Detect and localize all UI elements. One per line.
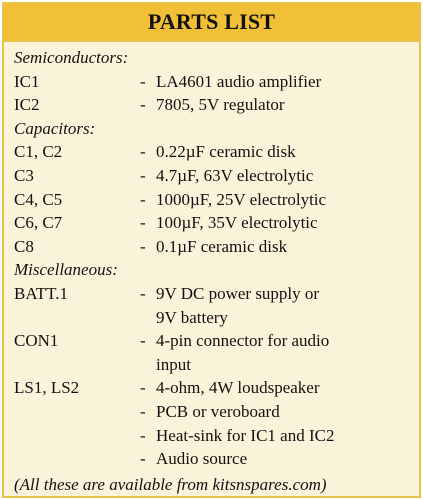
part-reference: C4, C5 [14,189,63,209]
part-row [14,282,419,306]
part-description: 4-ohm, 4W loudspeaker [156,378,320,398]
section-heading: Miscellaneous: [14,260,118,280]
bullet-dash: - [140,236,146,256]
part-reference: C3 [14,165,34,185]
part-row [14,447,419,471]
part-reference [14,353,140,377]
part-description: input [156,354,191,374]
part-description: Heat-sink for IC1 and IC2 [156,425,335,445]
part-row [14,376,419,400]
bullet-dash: - [140,165,146,185]
part-description: 4-pin connector for audio [156,331,330,351]
section-heading: Semiconductors: [14,48,129,67]
bullet-dash [140,306,156,330]
part-row [14,188,419,212]
parts-list-content [4,42,419,496]
section-heading: Capacitors: [14,118,96,138]
bullet-dash: - [140,213,146,233]
part-description: 7805, 5V regulator [156,95,285,115]
part-reference: IC2 [14,95,40,115]
part-row [14,140,419,164]
part-reference: C1, C2 [14,142,63,162]
part-description: 9V battery [156,307,228,327]
bullet-dash: - [140,283,146,303]
part-reference [14,447,140,471]
part-description: 100µF, 35V electrolytic [156,213,318,233]
part-reference: LS1, LS2 [14,378,80,398]
bullet-dash: - [140,95,146,115]
page-title: PARTS LIST [147,9,276,34]
part-reference: CON1 [14,331,59,351]
availability-note: (All these are available from kitsnspares.com) [14,474,327,494]
part-description: 0.1µF ceramic disk [156,236,288,256]
part-description: PCB or veroboard [156,401,280,421]
bullet-dash: - [140,401,146,421]
part-row [14,353,419,377]
part-reference [14,306,140,330]
part-description: 1000µF, 25V electrolytic [156,189,327,209]
part-description: 9V DC power supply or [156,283,320,303]
part-reference: IC1 [14,71,40,91]
title-bar [4,4,419,42]
part-row [14,211,419,235]
part-row [14,70,419,94]
part-description: 0.22µF ceramic disk [156,142,296,162]
part-row [14,306,419,330]
bullet-dash: - [140,331,146,351]
parts-list-box [2,2,421,498]
part-row [14,235,419,259]
part-row [14,400,419,424]
part-reference: BATT.1 [14,283,68,303]
part-row [14,93,419,117]
part-reference [14,424,140,448]
part-row [14,164,419,188]
bullet-dash: - [140,378,146,398]
bullet-dash [140,353,156,377]
bullet-dash: - [140,71,146,91]
part-reference [14,400,140,424]
bullet-dash: - [140,425,146,445]
part-row [14,329,419,353]
part-description: Audio source [156,449,248,469]
part-reference: C8 [14,236,34,256]
part-description: 4.7µF, 63V electrolytic [156,165,314,185]
bullet-dash: - [140,142,146,162]
part-row [14,424,419,448]
part-description: LA4601 audio amplifier [156,71,322,91]
bullet-dash: - [140,449,146,469]
bullet-dash: - [140,189,146,209]
part-reference: C6, C7 [14,213,63,233]
